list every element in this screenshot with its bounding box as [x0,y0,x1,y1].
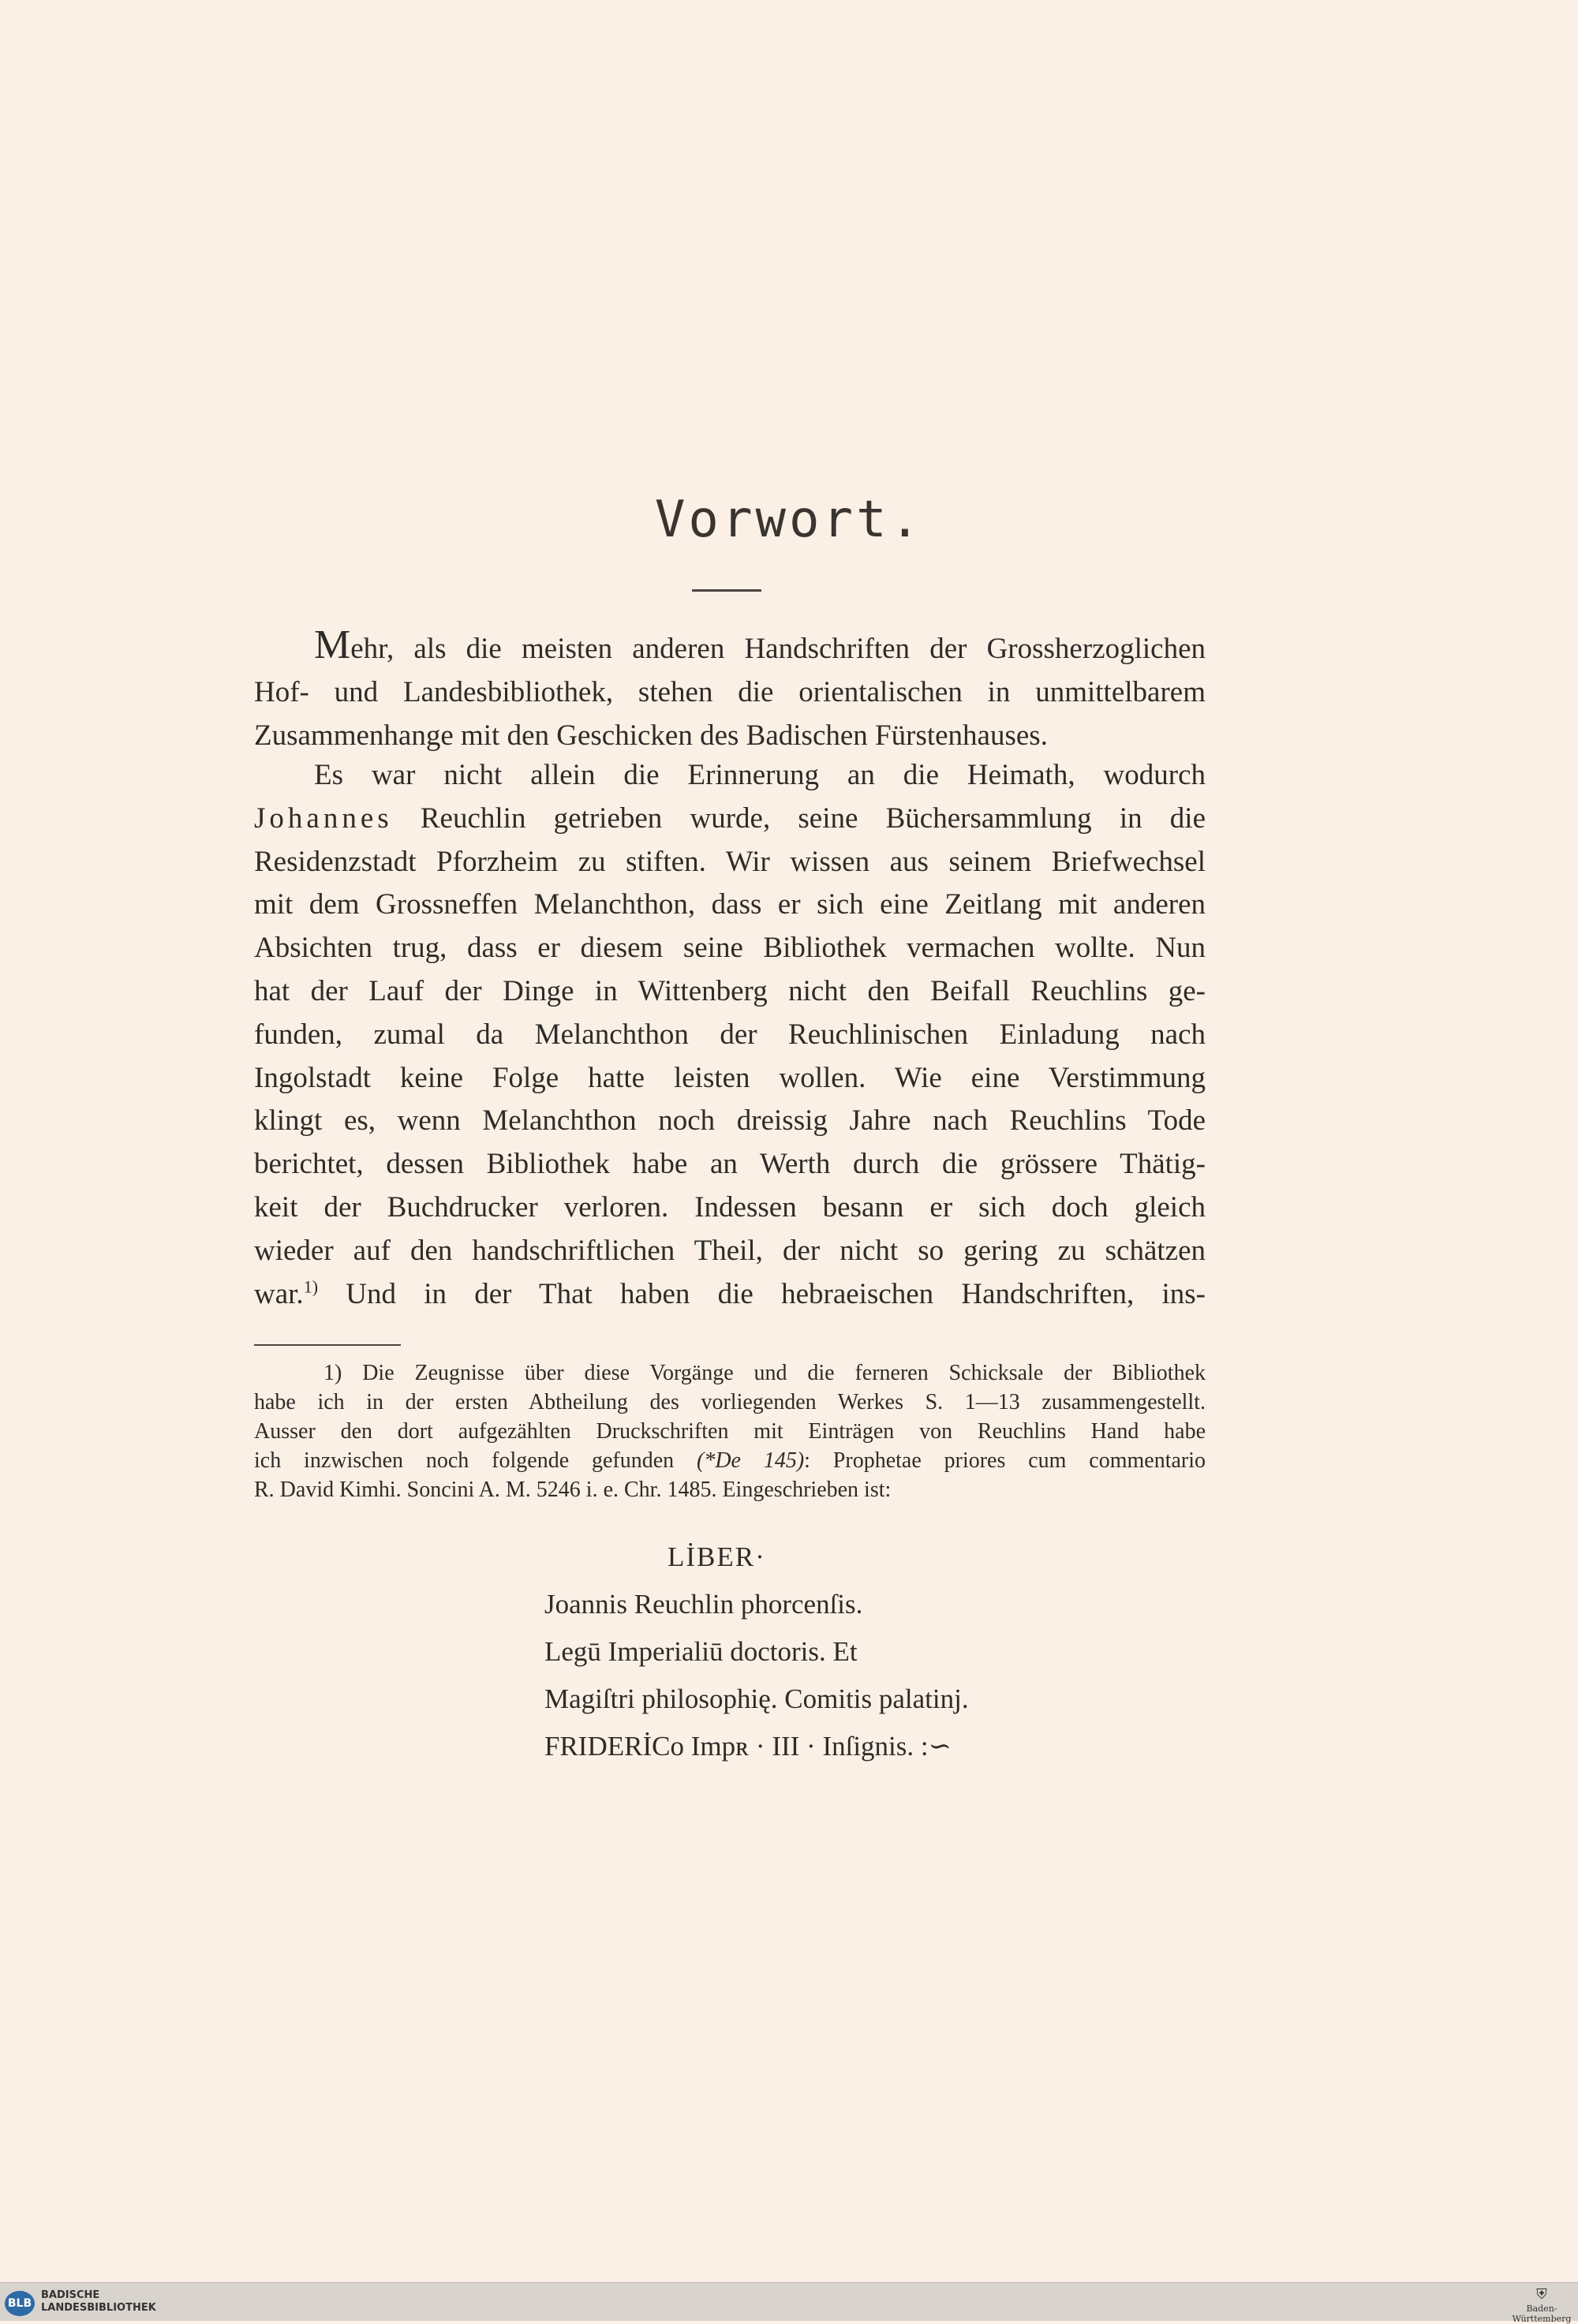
inscription-line-5: FRIDERİCo Impʀ · III · Inſignis. :∽ [544,1731,952,1762]
paragraph-2-line-13: war.$^{1)}$ Und in der That haben die hebraeischen Handschriften, ins- [254,1276,1206,1310]
paragraph-2 [254,754,1206,1316]
paragraph-1-line-3: Zusammenhange mit den Geschicken des Badischen Fürstenhauses. [254,719,1048,752]
paragraph-2-line-2: Johannes Reuchlin getrieben wurde, seine Büchersammlung in die [254,801,1206,835]
title-rule [692,589,761,592]
footnote-line-5: R. David Kimhi. Soncini A. M. 5246 i. e. Chr. 1485. Eingeschrieben ist: [254,1478,892,1502]
paragraph-2-line-9: klingt es, wenn Melanchthon noch dreissig Jahre nach Reuchlins Tode [254,1104,1206,1138]
page-title: Vorwort. [654,491,924,549]
paragraph-2-line-4: mit dem Grossneffen Melanchthon, dass er sich eine Zeitlang mit anderen [254,888,1206,921]
footnote-line-1: 1) Die Zeugnisse über diese Vorgänge und die ferneren Schicksale der Bibliothek [323,1361,1206,1385]
paragraph-2-line-10: berichtet, dessen Bibliothek habe an Werth durch die grössere Thätig- [254,1148,1206,1181]
paragraph-1-line-1: Mehr, als die meisten anderen Handschriften der Grossherzoglichen [314,622,1206,667]
paragraph-2-line-6: hat der Lauf der Dinge in Wittenberg nicht den Beifall Reuchlins ge- [254,974,1206,1007]
paragraph-2-line-3: Residenzstadt Pforzheim zu stiften. Wir wissen aus seinem Briefwechsel [254,845,1206,878]
paragraph-2-line-5: Absichten trug, dass er diesem seine Bibliothek vermachen wollte. Nun [254,932,1206,965]
footnote-line-2: habe ich in der ersten Abtheilung des vorliegenden Werkes S. 1—13 zusammengestellt. [254,1390,1206,1414]
library-name[interactable]: BADISCHE LANDESBIBLIOTHEK [41,2289,156,2314]
dropcap: M [314,622,351,667]
footnote-line-3: Ausser den dort aufgezählten Druckschriften mit Einträgen von Reuchlins Hand habe [254,1419,1206,1444]
baden-wuerttemberg-logo[interactable]: ⛨ Baden-Württemberg [1510,2286,1573,2324]
viewer-footer [0,2282,1578,2324]
name-johannes: Johannes [254,801,393,835]
inscription-line-2: Joannis Reuchlin phorcenſis. [544,1589,863,1620]
paragraph-1-line-2: Hof- und Landesbibliothek, stehen die orientalischen in unmittelbarem [254,675,1206,708]
blb-logo-icon[interactable]: BLB [5,2291,35,2316]
paragraph-2-line-11: keit der Buchdrucker verloren. Indessen besann er sich doch gleich [254,1190,1206,1224]
paragraph-2-line-1: Es war nicht allein die Erinnerung an die Heimath, wodurch [314,759,1206,791]
crest-icon: ⛨ [1536,2286,1547,2303]
citation: (*De 145) [697,1448,805,1473]
footnote-line-4: ich inzwischen noch folgende gefunden (*De 145): Prophetae priores cum commentario [254,1448,1206,1473]
footnote-rule [254,1344,401,1346]
paragraph-2-line-12: wieder auf den handschriftlichen Theil, der nicht so gering zu schätzen [254,1234,1206,1267]
footnote [254,1358,1206,1504]
paragraph-1 [254,622,1206,757]
footnote-reference: 1) [303,1276,319,1297]
inscription [544,1534,1176,1770]
paragraph-2-line-8: Ingolstadt keine Folge hatte leisten wollen. Wie eine Verstimmung [254,1061,1206,1094]
inscription-line-4: Magiſtri philosophię. Comitis palatinj. [544,1683,969,1714]
inscription-line-1: LİBER· [667,1541,766,1572]
inscription-line-3: Legū Imperialiū doctoris. Et [544,1636,858,1667]
paragraph-2-line-7: funden, zumal da Melanchthon der Reuchlinischen Einladung nach [254,1018,1206,1051]
